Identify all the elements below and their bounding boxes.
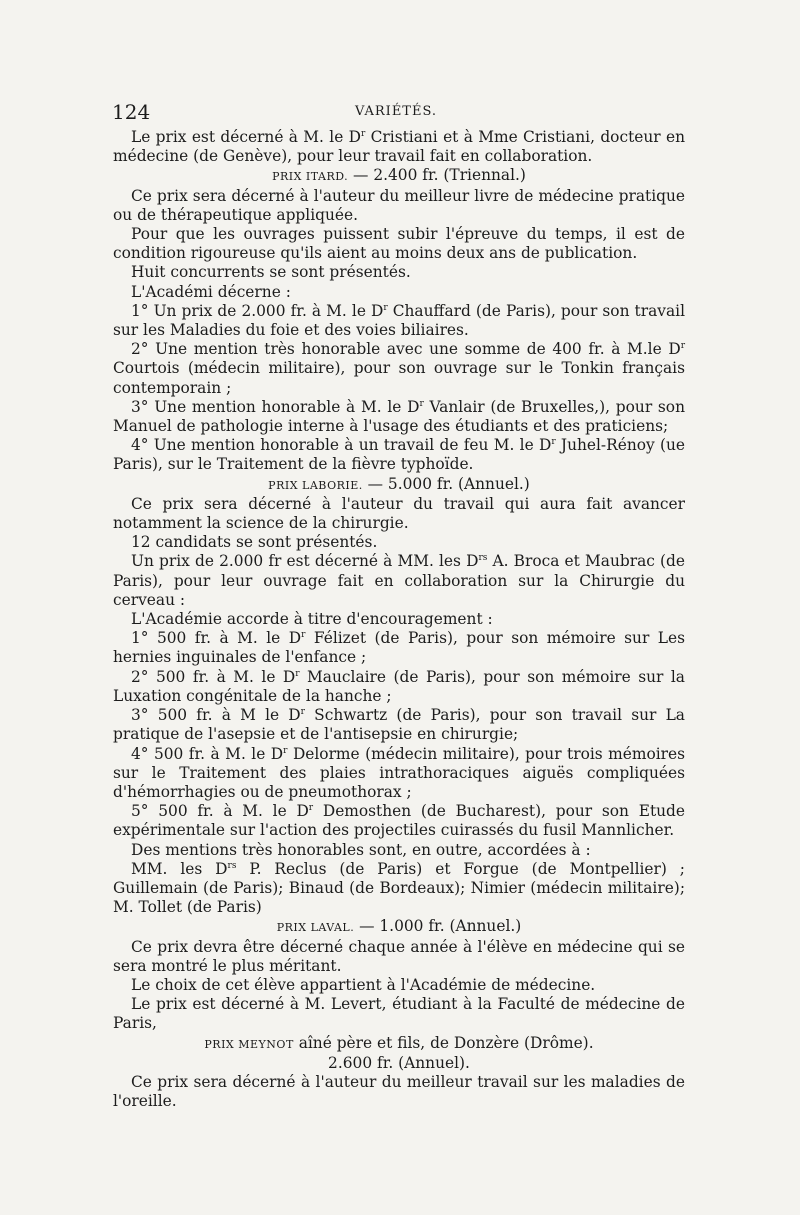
paragraph-text: Delorme (médecin militaire), pour trois mémoires sur le Traitement des plaies intrathoraciques aiguës compliquées d'hémorrhagies ou de pneumothorax ; bbox=[113, 744, 685, 801]
paragraph-text: Juhel-Rénoy (ue Paris), sur le Traitement de la fièvre typhoïde. bbox=[113, 436, 685, 474]
paragraph-text: 1° Un prix de 2.000 fr. à M. le D bbox=[131, 301, 384, 320]
paragraph-text: Cristiani et à Mme Cristiani, docteur en médecine (de Genève), pour leur travail fait en collaboration. bbox=[113, 128, 685, 166]
superscript: r bbox=[295, 668, 300, 679]
paragraph bbox=[113, 668, 685, 706]
paragraph-text: Demosthen (de Bucharest), pour son Etude expérimentale sur l'action des projectiles cuirassés du fusil Mannlicher. bbox=[113, 802, 685, 840]
paragraph bbox=[113, 128, 685, 166]
paragraph bbox=[113, 340, 685, 398]
paragraph bbox=[113, 1073, 685, 1111]
paragraph bbox=[113, 552, 685, 610]
superscript: r bbox=[419, 398, 424, 409]
paragraph-text: Ce prix sera décerné à l'auteur du meilleur livre de médecine pratique ou de thérapeutique appliquée. bbox=[113, 186, 685, 224]
paragraph bbox=[113, 283, 685, 302]
paragraph-text: Pour que les ouvrages puissent subir l'épreuve du temps, il est de condition rigoureuse qu'ils aient au moins deux ans de publication. bbox=[113, 225, 685, 263]
prize-heading bbox=[113, 475, 685, 495]
paragraph-text: Ce prix sera décerné à l'auteur du travail qui aura fait avancer notamment la science de la chirurgie. bbox=[113, 494, 685, 533]
superscript: r bbox=[308, 803, 314, 814]
prize-amount: 2.600 fr. (Annuel). bbox=[328, 1053, 470, 1072]
paragraph bbox=[113, 225, 685, 263]
paragraph bbox=[113, 995, 685, 1033]
paragraph-text: 3° Une mention honorable à M. le D bbox=[131, 397, 420, 416]
paragraph bbox=[113, 938, 685, 976]
paragraph-text: Le prix est décerné à M. Levert, étudiant à la Faculté de médecine de Paris, bbox=[113, 995, 685, 1033]
text-body bbox=[113, 128, 685, 1111]
paragraph bbox=[113, 976, 685, 995]
paragraph-text: Huit concurrents se sont présentés. bbox=[131, 263, 411, 282]
paragraph-text: 1° 500 fr. à M. le D bbox=[131, 629, 302, 648]
paragraph-text: A. Broca et Maubrac (de Paris), pour leur ouvrage fait en collaboration sur la Chirurgie du cerveau : bbox=[113, 552, 685, 609]
paragraph-text: Vanlair (de Bruxelles,), pour son Manuel de pathologie interne à l'usage des étudiants et des praticiens; bbox=[113, 397, 685, 436]
paragraph-text: Le prix est décerné à M. le D bbox=[131, 128, 361, 146]
paragraph-text: 3° 500 fr. à M le D bbox=[131, 706, 301, 725]
prize-heading bbox=[113, 166, 685, 186]
paragraph bbox=[113, 436, 685, 474]
superscript: r bbox=[301, 630, 306, 641]
superscript: rs bbox=[478, 553, 488, 564]
prize-amount: aîné père et fils, de Donzère (Drôme). bbox=[293, 1033, 594, 1052]
prize-name: PRIX ITARD. bbox=[272, 170, 349, 184]
paragraph bbox=[113, 495, 685, 533]
page-header bbox=[112, 100, 692, 124]
paragraph-text: Mauclaire (de Paris), pour son mémoire sur la Luxation congénitale de la hanche ; bbox=[113, 667, 685, 705]
prize-name: PRIX LAVAL. bbox=[276, 921, 355, 935]
prize-name: PRIX MEYNOT bbox=[204, 1037, 294, 1051]
paragraph bbox=[113, 706, 685, 744]
superscript: r bbox=[283, 745, 288, 756]
paragraph bbox=[113, 302, 685, 340]
superscript: r bbox=[300, 707, 305, 718]
paragraph-text: Courtois (médecin militaire), pour son ouvrage sur le Tonkin français contemporain ; bbox=[113, 359, 685, 397]
paragraph-text: 4° Une mention honorable à un travail de feu M. le D bbox=[131, 436, 552, 455]
superscript: r bbox=[551, 437, 556, 448]
paragraph bbox=[113, 860, 685, 918]
superscript: r bbox=[680, 341, 685, 352]
paragraph-text: Ce prix sera décerné à l'auteur du meilleur travail sur les maladies de l'oreille. bbox=[113, 1072, 685, 1111]
paragraph-text: Félizet (de Paris), pour son mémoire sur Les hernies inguinales de l'enfance ; bbox=[113, 629, 686, 667]
paragraph bbox=[113, 841, 685, 860]
prize-name: PRIX LABORIE. bbox=[268, 478, 363, 492]
paragraph-text: Un prix de 2.000 fr est décerné à MM. les D bbox=[131, 552, 479, 571]
paragraph-text: 5° 500 fr. à M. le D bbox=[131, 802, 309, 821]
paragraph bbox=[113, 533, 685, 552]
paragraph bbox=[113, 610, 685, 629]
paragraph-text: L'Académie accorde à titre d'encouragement : bbox=[131, 610, 493, 629]
paragraph bbox=[113, 745, 685, 803]
paragraph-text: 12 candidats se sont présentés. bbox=[131, 533, 378, 552]
paragraph-text: Des mentions très honorables sont, en outre, accordées à : bbox=[131, 840, 591, 859]
superscript: r bbox=[361, 129, 366, 139]
prize-amount: — 2.400 fr. (Triennal.) bbox=[348, 166, 526, 185]
paragraph bbox=[113, 398, 685, 436]
paragraph-text: Chauffard (de Paris), pour son travail sur les Maladies du foie et des voies biliaires. bbox=[113, 301, 685, 340]
paragraph-text: MM. les D bbox=[131, 859, 228, 878]
superscript: r bbox=[383, 302, 388, 313]
paragraph bbox=[113, 629, 685, 667]
prize-heading bbox=[113, 1034, 685, 1054]
paragraph bbox=[113, 263, 685, 282]
paragraph-text: 2° Une mention très honorable avec une somme de 400 fr. à M.le D bbox=[131, 340, 681, 359]
paragraph-text: Schwartz (de Paris), pour son travail sur La pratique de l'asepsie et de l'antisepsie en chirurgie; bbox=[113, 706, 685, 744]
superscript: rs bbox=[227, 860, 237, 871]
paragraph-text: 2° 500 fr. à M. le D bbox=[131, 667, 296, 686]
running-title: VARIÉTÉS. bbox=[355, 104, 438, 119]
paragraph-text: P. Reclus (de Paris) et Forgue (de Montpellier) ; Guillemain (de Paris); Binaud (de Bordeaux); Nimier (médecin militaire); M. Tollet (de Paris) bbox=[113, 859, 685, 917]
prize-amount: — 1.000 fr. (Annuel.) bbox=[354, 917, 522, 936]
prize-heading bbox=[113, 1054, 685, 1073]
page-number: 124 bbox=[112, 100, 151, 124]
prize-heading bbox=[113, 917, 685, 937]
paragraph-text: Ce prix devra être décerné chaque année à l'élève en médecine qui se sera montré le plus méritant. bbox=[113, 937, 685, 975]
paragraph-text: L'Académi décerne : bbox=[131, 282, 291, 301]
prize-amount: — 5.000 fr. (Annuel.) bbox=[362, 474, 530, 493]
paragraph-text: Le choix de cet élève appartient à l'Académie de médecine. bbox=[131, 975, 596, 994]
paragraph bbox=[113, 187, 685, 225]
paragraph bbox=[113, 802, 685, 840]
paragraph-text: 4° 500 fr. à M. le D bbox=[131, 744, 284, 763]
